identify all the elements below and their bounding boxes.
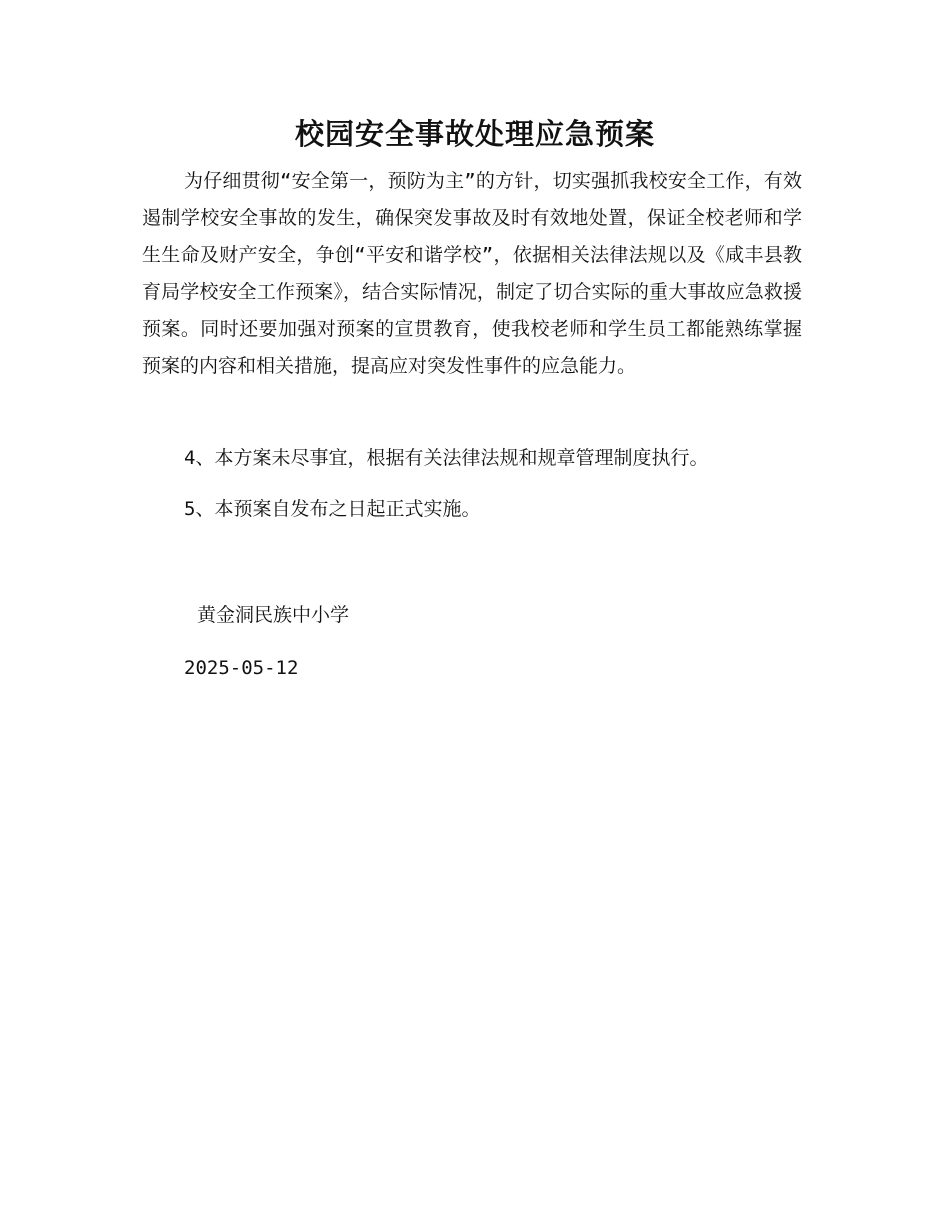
clause-4: 4、本方案未尽事宜，根据有关法律法规和规章管理制度执行。 <box>184 447 709 469</box>
issue-date: 2025-05-12 <box>184 657 299 679</box>
intro-paragraph: 为仔细贯彻“安全第一，预防为主”的方针，切实强抓我校安全工作，有效遏制学校安全事故的发生，确保突发事故及时有效地处置，保证全校老师和学生生命及财产安全，争创“平安和谐学校”，依据相关法律法规以及《咸丰县教育局学校安全工作预案》，结合实际情况，制定了切合实际的重大事故应急救援预案。同时还要加强对预案的宣贯教育，使我校老师和学生员工都能熟练掌握预案的内容和相关措施，提高应对突发性事件的应急能力。 <box>142 170 802 377</box>
clause-5: 5、本预案自发布之日起正式实施。 <box>184 498 481 520</box>
issuer-signature: 黄金洞民族中小学 <box>197 604 350 626</box>
document-title: 校园安全事故处理应急预案 <box>294 117 655 151</box>
